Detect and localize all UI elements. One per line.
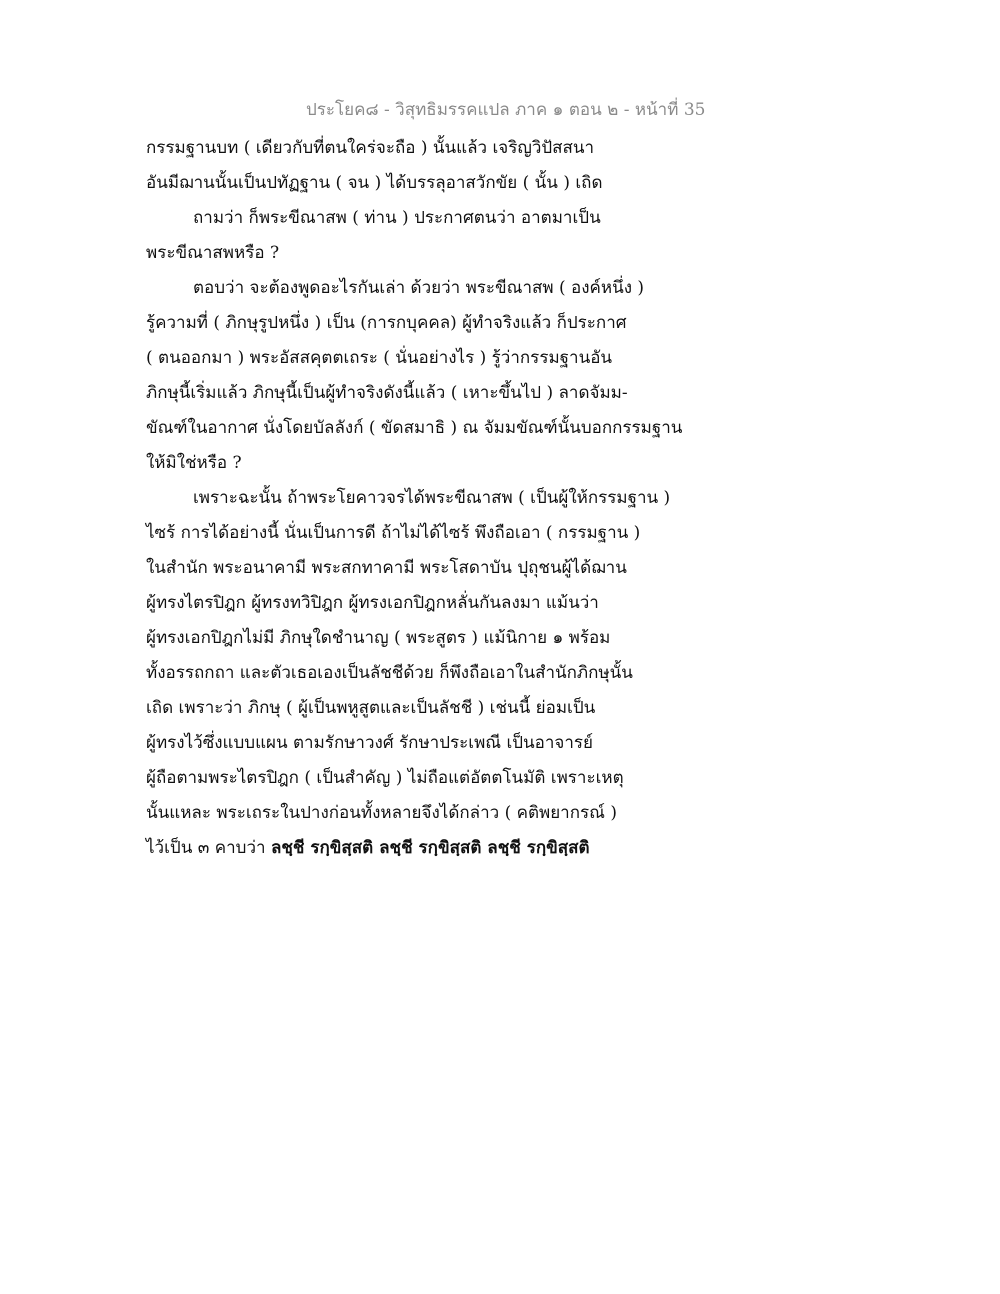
text-line: ผู้ถือตามพระไตรปิฎก ( เป็นสำคัญ ) ไม่ถือแต่อัตตโนมัติ เพราะเหตุ bbox=[146, 768, 624, 788]
text-line: ทั้งอรรถกถา และตัวเธอเองเป็นลัชชีด้วย ก็พึงถือเอาในสำนักภิกษุนั้น bbox=[146, 663, 633, 683]
text-line: ถามว่า ก็พระขีณาสพ ( ท่าน ) ประกาศตนว่า อาตมาเป็น bbox=[193, 208, 601, 228]
text-line: ผู้ทรงไตรปิฎก ผู้ทรงทวิปิฎก ผู้ทรงเอกปิฎกหลั่นกันลงมา แม้นว่า bbox=[146, 593, 599, 613]
text-line: เพราะฉะนั้น ถ้าพระโยคาวจรได้พระขีณาสพ ( เป็นผู้ให้กรรมฐาน ) bbox=[193, 488, 671, 508]
text-line: นั้นแหละ พระเถระในปางก่อนทั้งหลายจึงได้กล่าว ( คติพยากรณ์ ) bbox=[146, 803, 617, 823]
text-line: ตอบว่า จะต้องพูดอะไรกันเล่า ด้วยว่า พระขีณาสพ ( องค์หนึ่ง ) bbox=[193, 278, 645, 298]
text-line: ในสำนัก พระอนาคามี พระสกทาคามี พระโสดาบัน ปุถุชนผู้ได้ฌาน bbox=[146, 558, 627, 578]
text-line-last bbox=[146, 831, 706, 866]
text-line: ให้มิใช่หรือ ? bbox=[146, 453, 242, 473]
text-line: รู้ความที่ ( ภิกษุรูปหนึ่ง ) เป็น (การกบุคคล) ผู้ทำจริงแล้ว ก็ประกาศ bbox=[146, 313, 627, 333]
document-body bbox=[146, 131, 706, 866]
text-line: พระขีณาสพหรือ ? bbox=[146, 243, 280, 263]
text-line: ไซร้ การได้อย่างนี้ นั่นเป็นการดี ถ้าไม่ได้ไซร้ พึงถือเอา ( กรรมฐาน ) bbox=[146, 523, 641, 543]
text-line: ขัณฑ์ในอากาศ นั่งโดยบัลลังก์ ( ขัดสมาธิ ) ณ จัมมขัณฑ์นั้นบอกกรรมฐาน bbox=[146, 418, 683, 438]
text-line: กรรมฐานบท ( เดียวกับที่ตนใคร่จะถือ ) นั้นแล้ว เจริญวิปัสสนา bbox=[146, 138, 595, 158]
text-plain-segment: ไว้เป็น ๓ คาบว่า bbox=[146, 838, 271, 858]
text-line: ผู้ทรงไว้ซึ่งแบบแผน ตามรักษาวงศ์ รักษาประเพณี เป็นอาจารย์ bbox=[146, 733, 594, 753]
pali-verse-bold: ลชฺชี รกฺขิสฺสติ ลชฺชี รกฺขิสฺสติ ลชฺชี รกฺขิสฺสติ bbox=[270, 838, 590, 858]
text-line: ผู้ทรงเอกปิฎกไม่มี ภิกษุใดชำนาญ ( พระสูตร ) แม้นิกาย ๑ พร้อม bbox=[146, 628, 611, 648]
page-header: ประโยค๘ - วิสุทธิมรรคแปล ภาค ๑ ตอน ๒ - หน้าที่ 35 bbox=[306, 100, 706, 120]
text-line: อันมีฌานนั้นเป็นปทัฏฐาน ( จน ) ได้บรรลุอาสวักขัย ( นั้น ) เถิด bbox=[146, 173, 603, 193]
text-line: เถิด เพราะว่า ภิกษุ ( ผู้เป็นพหูสูตและเป็นลัชชี ) เช่นนี้ ย่อมเป็น bbox=[146, 698, 596, 718]
text-line: ( ตนออกมา ) พระอัสสคุตตเถระ ( นั่นอย่างไร ) รู้ว่ากรรมฐานอัน bbox=[146, 348, 613, 368]
text-line: ภิกษุนี้เริ่มแล้ว ภิกษุนี้เป็นผู้ทำจริงดังนี้แล้ว ( เหาะขึ้นไป ) ลาดจัมม- bbox=[146, 383, 628, 403]
